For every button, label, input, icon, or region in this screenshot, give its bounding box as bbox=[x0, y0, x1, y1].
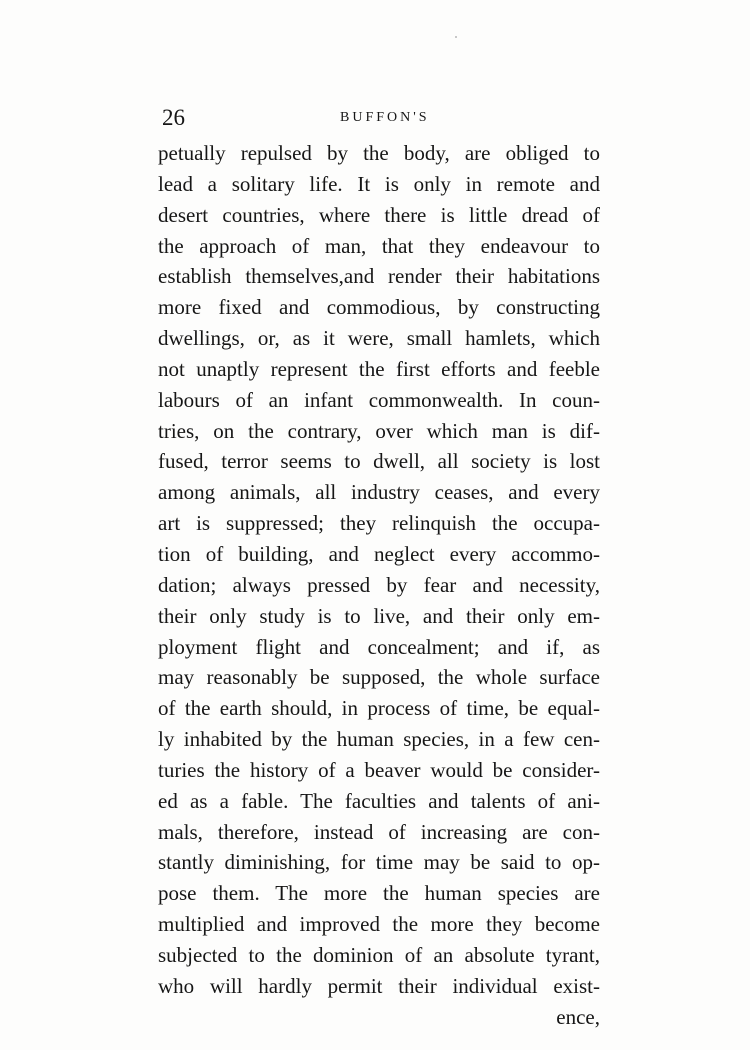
text-line: their only study is to live, and their only em- bbox=[158, 603, 600, 628]
text-line: petually repulsed by the body, are obliged to bbox=[158, 141, 600, 165]
text-line: multiplied and improved the more they become bbox=[158, 912, 600, 937]
text-line: stantly diminishing, for time may be said to op- bbox=[158, 850, 600, 875]
body-text bbox=[158, 138, 600, 1032]
running-head: BUFFON'S bbox=[340, 110, 430, 125]
text-line: pose them. The more the human species are bbox=[158, 881, 600, 906]
text-line: labours of an infant commonwealth. In coun- bbox=[158, 387, 600, 412]
text-line: among animals, all industry ceases, and every bbox=[158, 480, 600, 505]
text-line: not unaptly represent the first efforts and feeble bbox=[158, 356, 600, 381]
text-line: more fixed and commodious, by constructing bbox=[158, 295, 600, 320]
paper-speck bbox=[455, 36, 457, 38]
text-line: the approach of man, that they endeavour to bbox=[158, 233, 600, 258]
text-line: fused, terror seems to dwell, all society is lost bbox=[158, 449, 600, 474]
text-line: dwellings, or, as it were, small hamlets, which bbox=[158, 326, 600, 351]
text-line: may reasonably be supposed, the whole surface bbox=[158, 665, 600, 690]
text-line: of the earth should, in process of time, be equal- bbox=[158, 696, 600, 721]
text-line: subjected to the dominion of an absolute tyrant, bbox=[158, 942, 600, 967]
text-line: ployment flight and concealment; and if, as bbox=[158, 634, 600, 659]
text-line: desert countries, where there is little dread of bbox=[158, 202, 600, 227]
catchword: ence, bbox=[556, 1004, 600, 1029]
text-line: who will hardly permit their individual exist- bbox=[158, 973, 600, 998]
text-line: tries, on the contrary, over which man is dif- bbox=[158, 418, 600, 443]
text-line: ed as a fable. The faculties and talents of ani- bbox=[158, 788, 600, 813]
text-line: mals, therefore, instead of increasing are con- bbox=[158, 819, 600, 844]
page-number: 26 bbox=[162, 105, 185, 130]
text-line: turies the history of a beaver would be consider- bbox=[158, 757, 600, 782]
text-line: dation; always pressed by fear and necessity, bbox=[158, 572, 600, 597]
text-line: ly inhabited by the human species, in a few cen- bbox=[158, 727, 600, 752]
text-line: lead a solitary life. It is only in remote and bbox=[158, 171, 600, 196]
text-line: tion of building, and neglect every accommo- bbox=[158, 541, 600, 566]
text-line: art is suppressed; they relinquish the occupa- bbox=[158, 511, 600, 536]
text-line: establish themselves,and render their habitations bbox=[158, 264, 600, 289]
